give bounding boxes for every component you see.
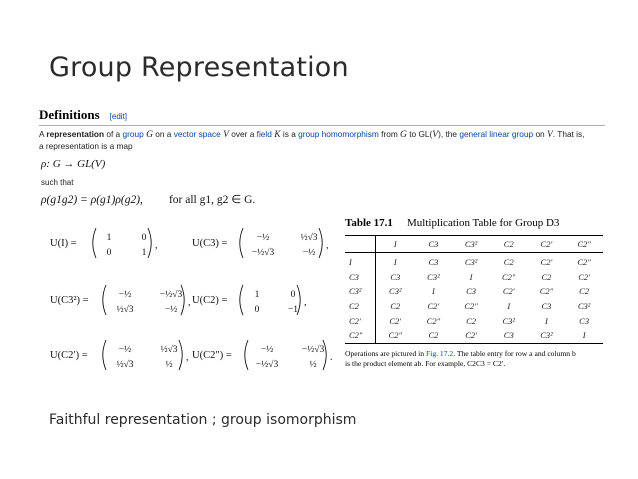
matrix-punctuation: , bbox=[304, 297, 307, 308]
table-cell: C2′ bbox=[578, 271, 591, 282]
table-row bbox=[345, 299, 603, 314]
table-cell: C3 bbox=[466, 286, 477, 297]
table-cell: C2″ bbox=[577, 257, 591, 268]
matrix-cell: ½ bbox=[165, 360, 173, 370]
definition-line-2: a representation is a map bbox=[39, 141, 133, 151]
matrix-cell: −½√3 bbox=[159, 290, 183, 300]
matrix-cell: 1 bbox=[141, 248, 147, 258]
matrix-label: U(C2) = bbox=[192, 295, 228, 306]
text: of a bbox=[104, 129, 123, 139]
table-label: Table 17.1 bbox=[345, 217, 393, 229]
right-paren bbox=[148, 228, 151, 258]
table-cell: C3² bbox=[389, 286, 402, 297]
matrix-punctuation: , bbox=[188, 297, 191, 308]
text: to GL( bbox=[406, 129, 433, 139]
matrix-punctuation: , bbox=[326, 240, 329, 251]
table-header-cell: C3² bbox=[452, 236, 490, 253]
table-row bbox=[345, 270, 603, 285]
left-paren bbox=[93, 228, 96, 258]
slide-caption: Faithful representation ; group isomorphism bbox=[49, 412, 357, 428]
link-group[interactable]: group bbox=[122, 129, 144, 139]
table-cell: C3 bbox=[579, 315, 590, 326]
forall-clause: for all g1, g2 ∈ G. bbox=[168, 194, 256, 206]
table-cell: C2 bbox=[503, 257, 514, 268]
table-cell: C3² bbox=[427, 271, 440, 282]
table-cell: C3² bbox=[528, 328, 566, 343]
matrix-label: U(I) = bbox=[50, 238, 77, 249]
figure-link[interactable]: Fig. 17.2 bbox=[425, 348, 454, 358]
matrix-cell: ½√3 bbox=[300, 233, 318, 243]
matrix-cell: −½ bbox=[118, 290, 132, 300]
row-header-cell: C2′ bbox=[345, 313, 376, 328]
text: on bbox=[533, 129, 547, 139]
text: is a bbox=[280, 129, 299, 139]
map-formula: ρ: G → GL(V) bbox=[41, 158, 106, 170]
math-var: V bbox=[432, 130, 439, 140]
table-cell: C3 bbox=[541, 301, 552, 312]
matrix-punctuation: , bbox=[155, 240, 158, 251]
matrix-label: U(C2″) = bbox=[192, 350, 232, 361]
matrix-cell: −½√3 bbox=[301, 345, 325, 355]
table-cell: C2 bbox=[541, 271, 552, 282]
left-paren bbox=[103, 285, 106, 315]
table-cell: I bbox=[469, 271, 473, 282]
text: . That is, bbox=[552, 129, 585, 139]
matrix-label: U(C3²) = bbox=[50, 295, 89, 306]
matrix-cell: ½√3 bbox=[116, 360, 134, 370]
table-header-cell: C3 bbox=[415, 236, 453, 253]
edit-link[interactable]: [edit] bbox=[109, 112, 128, 121]
table-cell: C2 bbox=[466, 315, 477, 326]
table-header-cell: C2″ bbox=[565, 236, 603, 253]
matrix-cell: 0 bbox=[141, 233, 147, 243]
table-cell: C2 bbox=[415, 328, 453, 343]
matrix-cell: −½√3 bbox=[251, 248, 275, 258]
table-cell: C2′ bbox=[427, 301, 440, 312]
note-text: . The table entry for row a and column b bbox=[453, 348, 576, 358]
matrix-label: U(C3) = bbox=[192, 238, 228, 249]
math-var: K bbox=[271, 130, 281, 140]
table-cell: I bbox=[507, 301, 511, 312]
table-row bbox=[345, 284, 603, 299]
matrix-cell: −½ bbox=[302, 248, 316, 258]
table-caption: Multiplication Table for Group D3 bbox=[407, 217, 560, 229]
matrix-punctuation: . bbox=[330, 352, 333, 363]
matrix-cell: 0 bbox=[290, 290, 296, 300]
slide-title: Group Representation bbox=[49, 52, 349, 83]
table-cell: C3² bbox=[502, 315, 515, 326]
matrix-cell: −½ bbox=[164, 305, 178, 315]
table-cell: C2″ bbox=[464, 301, 478, 312]
table-cell: C2′ bbox=[452, 328, 490, 343]
matrix-cell: −½√3 bbox=[255, 360, 279, 370]
table-cell: C2″ bbox=[376, 328, 415, 343]
text: ), the bbox=[438, 129, 460, 139]
such-that-text: such that bbox=[41, 178, 74, 187]
left-paren bbox=[103, 340, 106, 370]
row-header-cell: C2″ bbox=[345, 328, 376, 343]
text: from bbox=[378, 129, 401, 139]
matrix-cell: ½ bbox=[309, 360, 317, 370]
table-cell: C2′ bbox=[502, 286, 515, 297]
text: A bbox=[39, 129, 47, 139]
right-paren bbox=[319, 228, 322, 258]
table-title bbox=[345, 217, 607, 229]
left-paren bbox=[245, 340, 248, 370]
row-header-cell: C2 bbox=[345, 299, 376, 314]
math-var: G bbox=[143, 130, 153, 140]
table-cell: C3 bbox=[390, 271, 401, 282]
matrix-cell: ½√3 bbox=[116, 305, 134, 315]
hom-equation: ρ(g1g2) = ρ(g1)ρ(g2), bbox=[41, 194, 143, 206]
matrix-label: U(C2′) = bbox=[50, 350, 88, 361]
matrix-cell: −½ bbox=[256, 233, 270, 243]
multiplication-table-figure bbox=[345, 217, 607, 369]
text: on a bbox=[152, 129, 174, 139]
link-group-homomorphism[interactable]: group homomorphism bbox=[298, 129, 379, 139]
matrix-cell: −1 bbox=[287, 305, 299, 315]
matrix-cell: 1 bbox=[254, 290, 260, 300]
left-paren bbox=[240, 228, 243, 258]
row-header-cell: C3² bbox=[345, 284, 376, 299]
link-general-linear-group[interactable]: general linear group bbox=[459, 129, 534, 139]
table-header-row bbox=[345, 236, 603, 253]
table-cell: C2″ bbox=[539, 286, 554, 297]
table-cell: I bbox=[545, 315, 548, 326]
table-cell: C2″ bbox=[502, 271, 516, 282]
table-cell: C2′ bbox=[540, 257, 553, 268]
table-note bbox=[345, 349, 607, 369]
term-representation: representation bbox=[46, 129, 105, 139]
table-cell: C2 bbox=[579, 286, 590, 297]
section-heading: Definitions bbox=[39, 107, 100, 122]
note-line-2: is the product element ab. For example, C2C3 = C2′. bbox=[345, 358, 506, 368]
matrix-cell: ½√3 bbox=[160, 345, 178, 355]
table-header-cell bbox=[345, 236, 376, 253]
row-header-cell: I bbox=[345, 253, 376, 270]
matrix-punctuation: , bbox=[186, 352, 189, 363]
matrix-cell: −½ bbox=[260, 345, 274, 355]
table-row bbox=[345, 253, 603, 270]
table-cell: C2″ bbox=[426, 315, 441, 326]
matrix-cell: 0 bbox=[106, 248, 112, 258]
table-row bbox=[345, 328, 603, 343]
row-header-cell: C3 bbox=[345, 270, 376, 285]
table-cell: C3 bbox=[428, 257, 439, 268]
table-row bbox=[345, 313, 603, 328]
link-vector-space[interactable]: vector space bbox=[173, 129, 221, 139]
math-var: G bbox=[400, 130, 407, 140]
table-header-cell: I bbox=[376, 236, 415, 253]
matrix-cell: 0 bbox=[254, 305, 260, 315]
right-paren bbox=[179, 340, 182, 370]
math-var: V bbox=[220, 130, 229, 140]
left-paren bbox=[240, 285, 243, 315]
table-cell: C3² bbox=[464, 257, 478, 268]
math-var: V bbox=[546, 130, 553, 140]
table-cell: I bbox=[431, 286, 435, 297]
table-cell: C2′ bbox=[389, 315, 402, 326]
table-cell: C3 bbox=[490, 328, 528, 343]
table-header-cell: C2′ bbox=[528, 236, 566, 253]
table-cell: I bbox=[393, 257, 397, 268]
table-header-cell: C2 bbox=[490, 236, 528, 253]
link-field[interactable]: field bbox=[256, 129, 272, 139]
text: over a bbox=[228, 129, 257, 139]
matrix-cell: −½ bbox=[118, 345, 132, 355]
table-cell: I bbox=[565, 328, 603, 343]
table-body bbox=[345, 253, 603, 344]
multiplication-table bbox=[345, 235, 603, 344]
note-text: Operations are pictured in bbox=[345, 348, 426, 358]
table-cell: C3² bbox=[577, 301, 591, 312]
matrix-cell: 1 bbox=[106, 233, 112, 243]
table-cell: C2 bbox=[390, 301, 401, 312]
